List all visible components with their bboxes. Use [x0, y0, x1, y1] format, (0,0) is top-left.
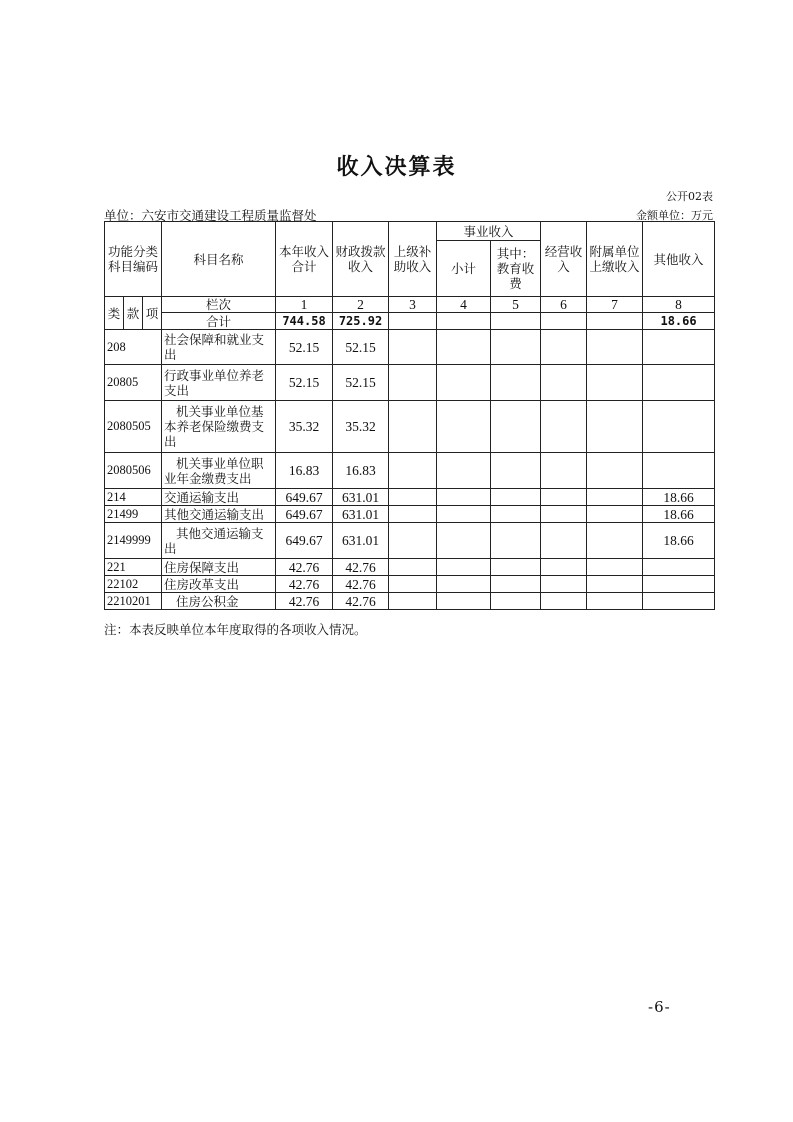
page-number: -6-: [648, 998, 671, 1016]
total-label: 合计: [162, 313, 276, 330]
row-fiscal: 631.01: [333, 506, 389, 523]
header-other: 其他收入: [643, 222, 715, 297]
total-cell: [491, 313, 541, 330]
header-func-code: 功能分类科目编码: [105, 222, 162, 297]
row-fiscal: 42.76: [333, 559, 389, 576]
row-other: 18.66: [643, 523, 715, 559]
row-other: [643, 593, 715, 610]
col-num: 2: [333, 297, 389, 313]
header-superior: 上级补助收入: [389, 222, 437, 297]
row-fiscal: 42.76: [333, 576, 389, 593]
row-other: 18.66: [643, 506, 715, 523]
row-other: 18.66: [643, 489, 715, 506]
total-cell: [437, 313, 491, 330]
income-table: [104, 221, 715, 610]
row-other: [643, 559, 715, 576]
row-other: [643, 401, 715, 453]
header-total: 本年收入合计: [276, 222, 333, 297]
row-name: 住房改革支出: [162, 576, 276, 593]
row-name: 行政事业单位养老支出: [162, 365, 276, 401]
col-num: 3: [389, 297, 437, 313]
row-other: [643, 330, 715, 365]
row-name: 住房保障支出: [162, 559, 276, 576]
page-title: 收入决算表: [336, 154, 457, 180]
row-code: 208: [105, 330, 162, 365]
row-code: 221: [105, 559, 162, 576]
row-total: 35.32: [276, 401, 333, 453]
row-name: 其他交通运输支出: [162, 523, 276, 559]
row-name: 交通运输支出: [162, 489, 276, 506]
row-total: 649.67: [276, 523, 333, 559]
row-other: [643, 453, 715, 489]
total-cell: 18.66: [643, 313, 715, 330]
row-fiscal: 52.15: [333, 330, 389, 365]
total-row: [105, 313, 715, 330]
header-business: 事业收入: [437, 222, 541, 241]
row-name: 机关事业单位基本养老保险缴费支出: [162, 401, 276, 453]
row-total: 52.15: [276, 330, 333, 365]
row-fiscal: 16.83: [333, 453, 389, 489]
table-row: [105, 453, 715, 489]
col-num: 6: [541, 297, 587, 313]
header-fiscal: 财政拨款收入: [333, 222, 389, 297]
table-row: [105, 523, 715, 559]
row-fiscal: 631.01: [333, 489, 389, 506]
col-num: 8: [643, 297, 715, 313]
row-code: 2210201: [105, 593, 162, 610]
row-other: [643, 365, 715, 401]
table-row: [105, 506, 715, 523]
row-code: 2080506: [105, 453, 162, 489]
row-code: 22102: [105, 576, 162, 593]
table-note: 注：本表反映单位本年度取得的各项收入情况。: [104, 622, 367, 637]
row-other: [643, 576, 715, 593]
unit-label: 单位：六安市交通建设工程质量监督处: [104, 208, 317, 223]
row-code: 21499: [105, 506, 162, 523]
row-name: 住房公积金: [162, 593, 276, 610]
row-total: 16.83: [276, 453, 333, 489]
header-subtotal: 小计: [437, 241, 491, 297]
row-fiscal: 35.32: [333, 401, 389, 453]
total-cell: [389, 313, 437, 330]
row-total: 42.76: [276, 576, 333, 593]
header-lei: 类: [105, 297, 124, 330]
row-total: 42.76: [276, 593, 333, 610]
row-name: 机关事业单位职业年金缴费支出: [162, 453, 276, 489]
table-row: [105, 401, 715, 453]
col-num: 4: [437, 297, 491, 313]
header-education: 其中：教育收费: [491, 241, 541, 297]
row-name: 其他交通运输支出: [162, 506, 276, 523]
col-num: 7: [587, 297, 643, 313]
table-row: [105, 593, 715, 610]
header-operating: 经营收入: [541, 222, 587, 297]
col-num: 5: [491, 297, 541, 313]
row-total: 649.67: [276, 489, 333, 506]
col-num: 1: [276, 297, 333, 313]
total-cell: 725.92: [333, 313, 389, 330]
total-cell: 744.58: [276, 313, 333, 330]
total-cell: [541, 313, 587, 330]
form-number: 公开02表: [666, 190, 713, 203]
money-unit-label: 金额单位：万元: [636, 209, 713, 222]
table-row: [105, 330, 715, 365]
header-affiliated: 附属单位上缴收入: [587, 222, 643, 297]
row-code: 2149999: [105, 523, 162, 559]
row-total: 649.67: [276, 506, 333, 523]
row-code: 214: [105, 489, 162, 506]
row-fiscal: 631.01: [333, 523, 389, 559]
row-total: 42.76: [276, 559, 333, 576]
row-name: 社会保障和就业支出: [162, 330, 276, 365]
table-row: [105, 489, 715, 506]
row-total: 52.15: [276, 365, 333, 401]
total-cell: [587, 313, 643, 330]
header-xiang: 项: [143, 297, 162, 330]
table-row: [105, 365, 715, 401]
row-fiscal: 42.76: [333, 593, 389, 610]
header-col-label: 栏次: [162, 297, 276, 313]
row-code: 2080505: [105, 401, 162, 453]
row-fiscal: 52.15: [333, 365, 389, 401]
header-subject-name: 科目名称: [162, 222, 276, 297]
table-row: [105, 559, 715, 576]
header-kuan: 款: [124, 297, 143, 330]
table-row: [105, 576, 715, 593]
row-code: 20805: [105, 365, 162, 401]
